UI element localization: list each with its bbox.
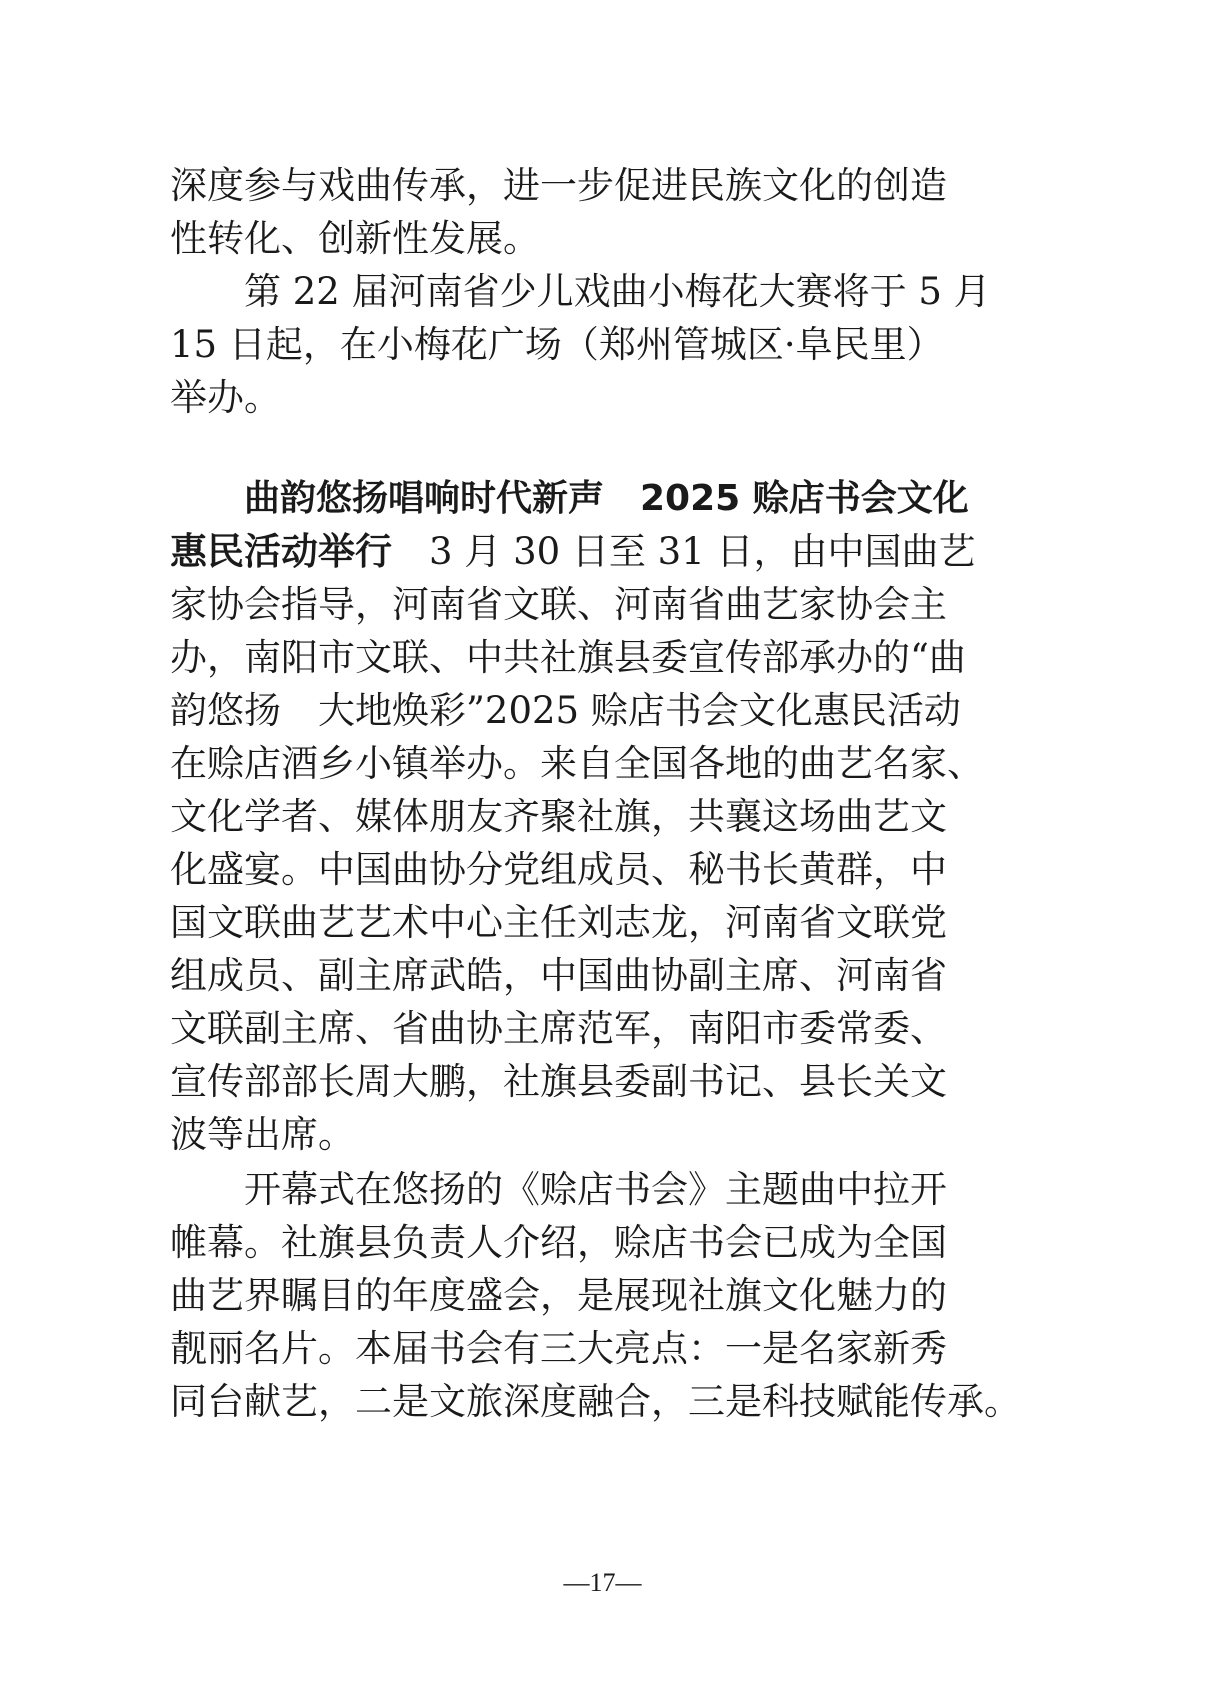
paragraph-line: 家协会指导，河南省文联、河南省曲艺家协会主 <box>170 583 947 626</box>
paragraph-line: 同台献艺，二是文旅深度融合，三是科技赋能传承。 <box>170 1380 1021 1423</box>
paragraph-line: 3 月 30 日至 31 日，由中国曲艺 <box>392 530 976 573</box>
article-heading: 曲韵悠扬唱响时代新声 2025 赊店书会文化 <box>244 478 969 519</box>
paragraph-line: 曲艺界瞩目的年度盛会，是展现社旗文化魅力的 <box>170 1274 947 1317</box>
paragraph-line: 15 日起，在小梅花广场（郑州管城区·阜民里） <box>170 323 944 366</box>
paragraph-line: 文联副主席、省曲协主席范军，南阳市委常委、 <box>170 1007 947 1050</box>
paragraph-line: 宣传部部长周大鹏，社旗县委副书记、县长关文 <box>170 1060 947 1103</box>
paragraph-line: 靓丽名片。本届书会有三大亮点：一是名家新秀 <box>170 1327 947 1370</box>
document-page <box>170 0 1021 1701</box>
paragraph-line: 波等出席。 <box>170 1113 355 1156</box>
paragraph-line: 在赊店酒乡小镇举办。来自全国各地的曲艺名家、 <box>170 742 984 785</box>
paragraph-line: 深度参与戏曲传承，进一步促进民族文化的创造 <box>170 164 947 207</box>
paragraph-line: 第 22 届河南省少儿戏曲小梅花大赛将于 5 月 <box>244 270 991 313</box>
page-number: —17— <box>563 1568 642 1597</box>
paragraph-line: 文化学者、媒体朋友齐聚社旗，共襄这场曲艺文 <box>170 795 947 838</box>
paragraph-line: 帷幕。社旗县负责人介绍，赊店书会已成为全国 <box>170 1221 947 1264</box>
paragraph-line: 办，南阳市文联、中共社旗县委宣传部承办的“曲 <box>170 636 966 679</box>
paragraph-line: 国文联曲艺艺术中心主任刘志龙，河南省文联党 <box>170 901 947 944</box>
paragraph-line: 化盛宴。中国曲协分党组成员、秘书长黄群，中 <box>170 848 947 891</box>
paragraph-line: 韵悠扬 大地焕彩”2025 赊店书会文化惠民活动 <box>170 689 961 732</box>
paragraph-line: 举办。 <box>170 376 281 419</box>
paragraph-line: 组成员、副主席武皓，中国曲协副主席、河南省 <box>170 954 947 997</box>
article-heading-line-2: 惠民活动举行 <box>170 530 392 573</box>
paragraph-line: 性转化、创新性发展。 <box>170 217 540 260</box>
article-heading-continuation <box>170 524 976 580</box>
paragraph-line: 开幕式在悠扬的《赊店书会》主题曲中拉开 <box>244 1168 947 1211</box>
